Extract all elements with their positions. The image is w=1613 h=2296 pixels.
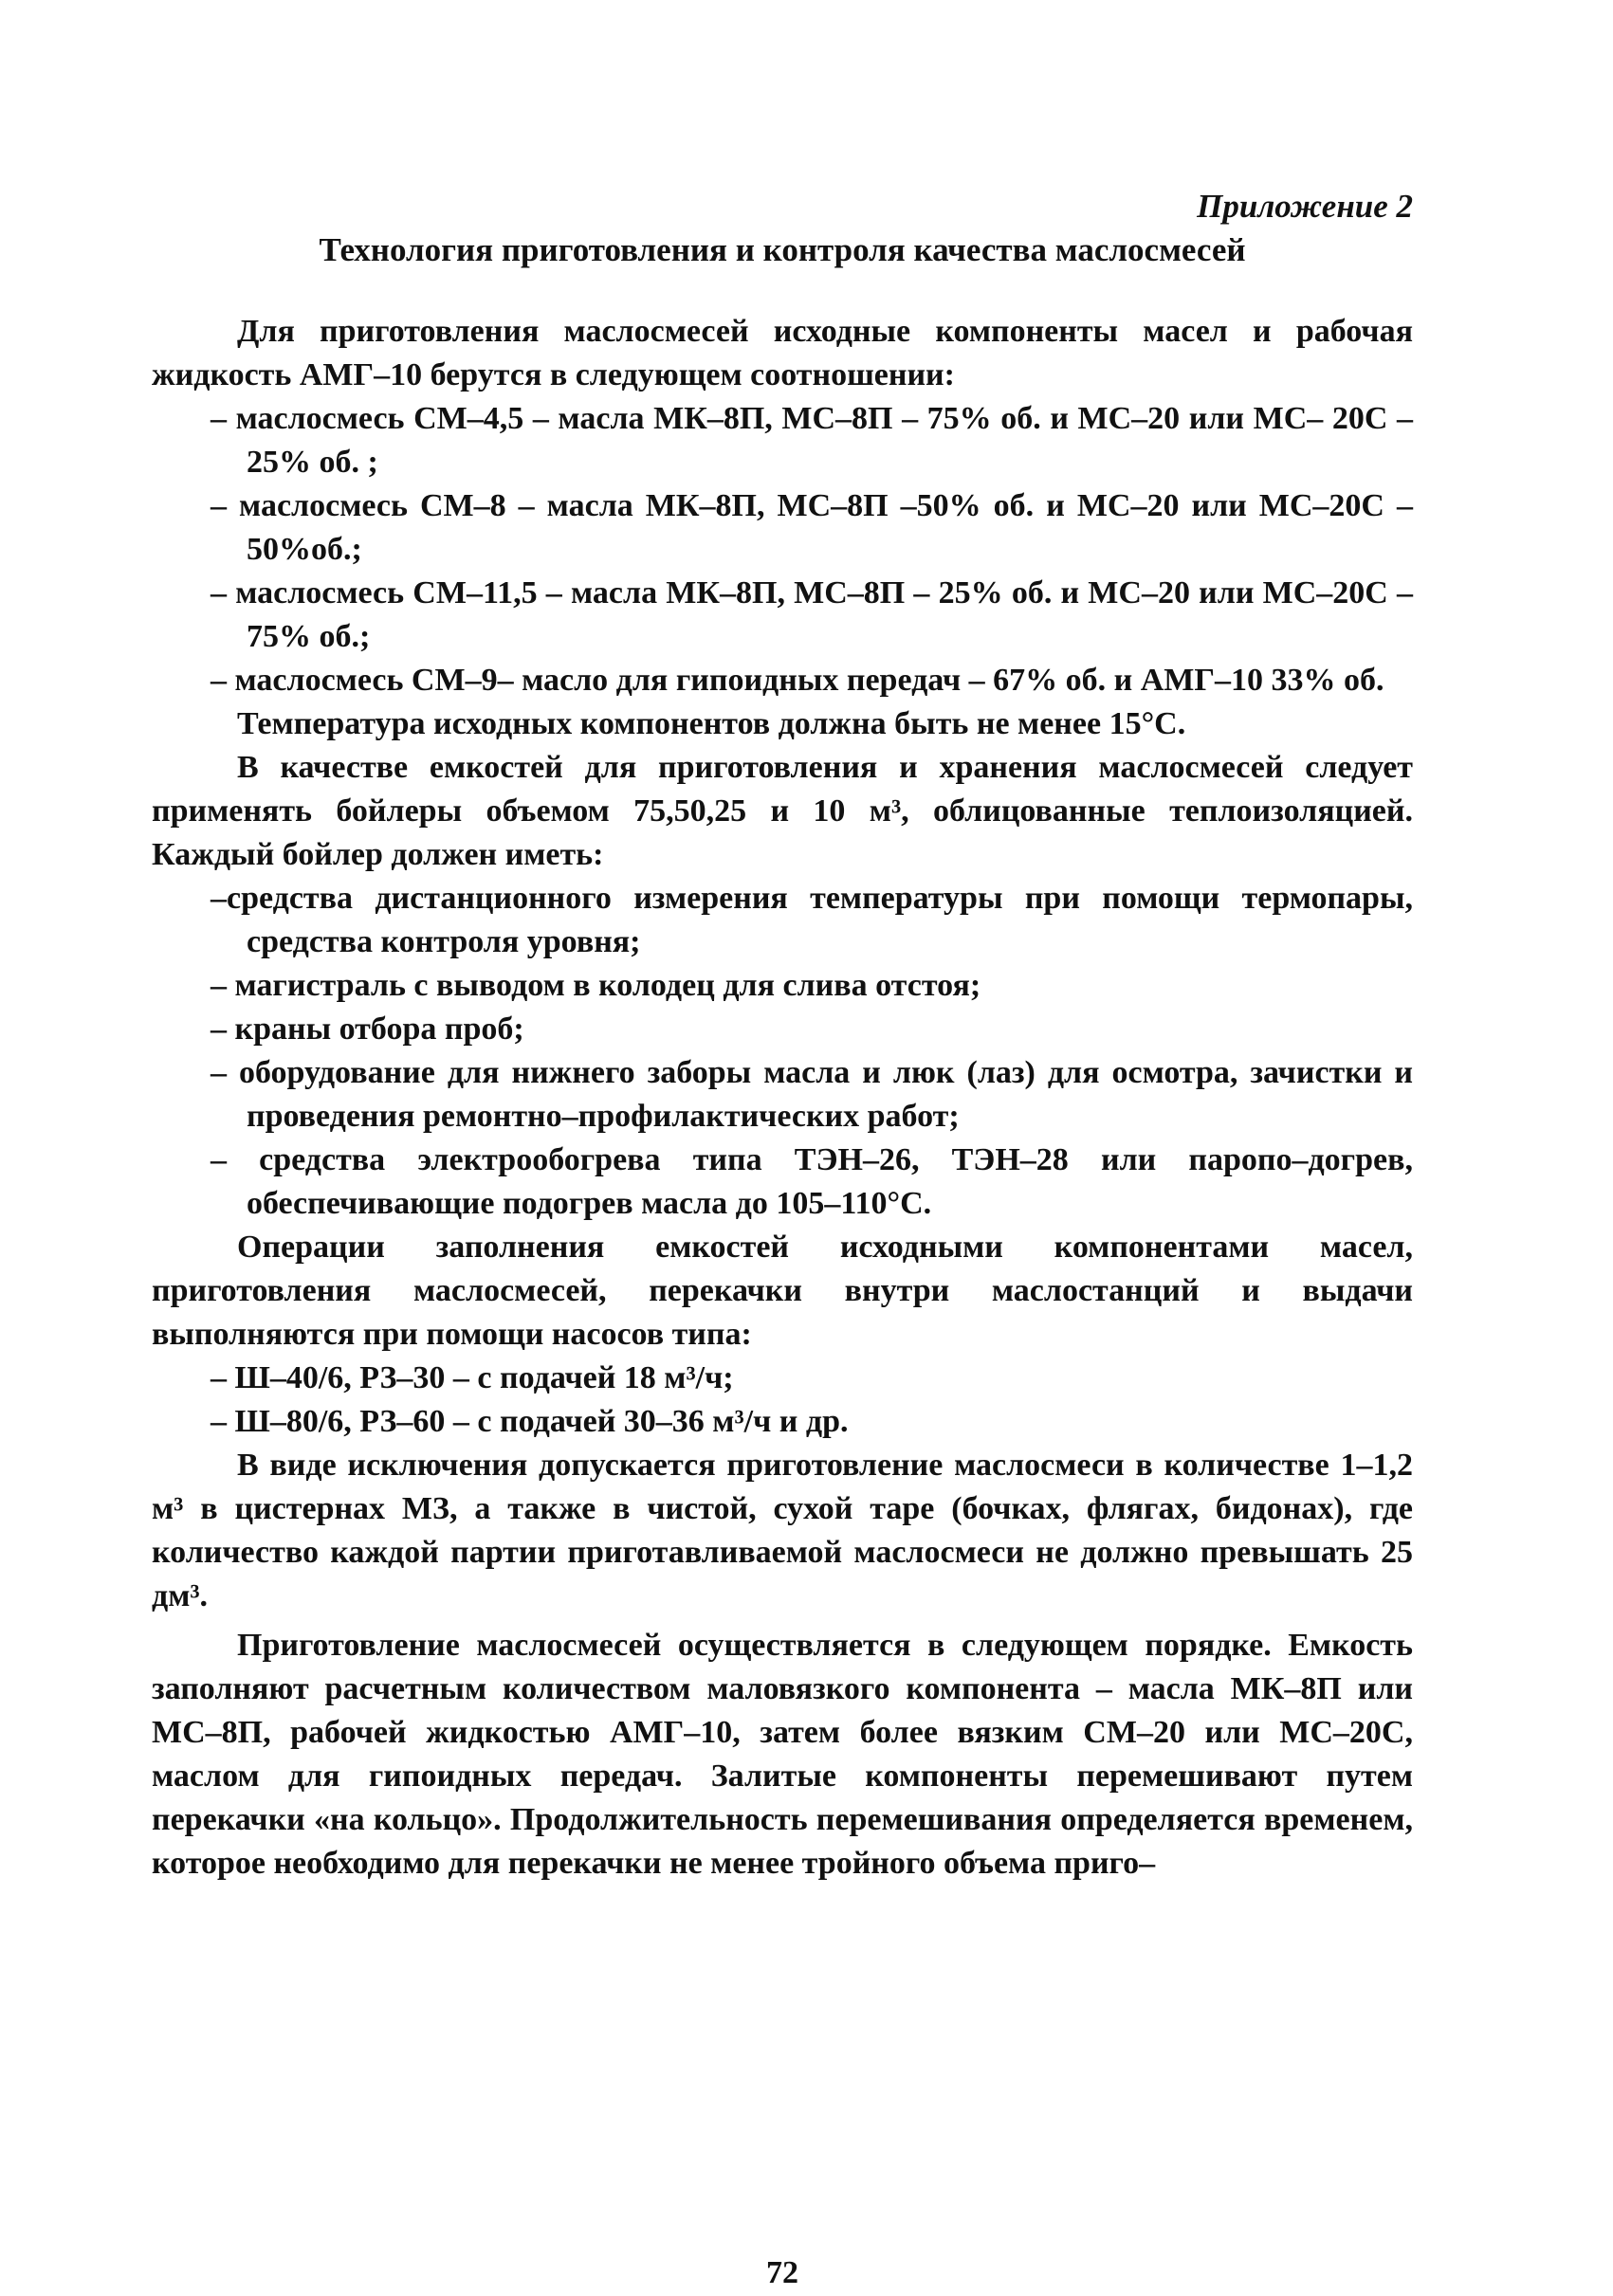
document-page <box>152 185 1413 2290</box>
list-item: – Ш–80/6, РЗ–60 – с подачей 30–36 м³/ч и др. <box>211 1404 849 1439</box>
list-item: – маслосмесь СМ–11,5 – масла МК–8П, МС–8П – 25% об. и МС–20 или МС–20С – 75% об.; <box>211 575 1413 654</box>
exception-paragraph: В виде исключения допускается приготовление маслосмеси в количестве 1–1,2 м³ в цистернах МЗ, а также в чистой, сухой таре (бочках, флягах, бидонах), где количество каждой партии приготавливаемой маслосмеси не должно превышать 25 дм³. <box>152 1448 1413 1613</box>
list-item: – Ш–40/6, РЗ–30 – с подачей 18 м³/ч; <box>211 1360 734 1395</box>
list-item: – средства электрообогрева типа ТЭН–26, ТЭН–28 или паропо–догрев, обеспечивающие подогрев масла до 105–110°С. <box>211 1142 1413 1221</box>
intro-paragraph: Для приготовления маслосмесей исходные компоненты масел и рабочая жидкость АМГ–10 берутся в следующем соотношении: <box>152 314 1413 392</box>
temperature-paragraph: Температура исходных компонентов должна быть не менее 15°С. <box>237 706 1186 741</box>
list-item: – краны отбора проб; <box>211 1011 524 1047</box>
list-item: –средства дистанционного измерения температуры при помощи термопары, средства контроля уровня; <box>211 881 1413 959</box>
ratio-list <box>152 397 1413 702</box>
list-item: – оборудование для нижнего заборы масла и люк (лаз) для осмотра, зачистки и проведения ремонтно–профилактических работ; <box>211 1055 1413 1134</box>
appendix-label: Приложение 2 <box>1197 188 1413 225</box>
list-item: – маслосмесь СМ–9– масло для гипоидных передач – 67% об. и АМГ–10 33% об. <box>211 663 1384 698</box>
document-title: Технология приготовления и контроля качества маслосмесей <box>319 231 1246 268</box>
list-item: – магистраль с выводом в колодец для слива отстоя; <box>211 968 981 1003</box>
boiler-requirements-list <box>152 877 1413 1226</box>
list-item: – маслосмесь СМ–8 – масла МК–8П, МС–8П –50% об. и МС–20 или МС–20С – 50%об.; <box>211 488 1413 567</box>
page-number: 72 <box>766 2255 798 2290</box>
operations-paragraph: Операции заполнения емкостей исходными компонентами масел, приготовления маслосмесей, перекачки внутри маслостанций и выдачи выполняются при помощи насосов типа: <box>152 1230 1413 1352</box>
procedure-paragraph: Приготовление маслосмесей осуществляется в следующем порядке. Емкость заполняют расчетным количеством маловязкого компонента – масла МК–8П или МС–8П, рабочей жидкостью АМГ–10, затем более вязким СМ–20 или МС–20С, маслом для гипоидных передач. Залитые компоненты перемешивают путем перекачки «на кольцо». Продолжительность перемешивания определяется временем, которое необходимо для перекачки не менее тройного объема приго– <box>152 1628 1413 1881</box>
pump-list <box>152 1357 1413 1444</box>
list-item: – маслосмесь СМ–4,5 – масла МК–8П, МС–8П – 75% об. и МС–20 или МС– 20С – 25% об. ; <box>211 401 1413 480</box>
tanks-paragraph: В качестве емкостей для приготовления и хранения маслосмесей следует применять бойлеры объемом 75,50,25 и 10 м³, облицованные теплоизоляцией. Каждый бойлер должен иметь: <box>152 750 1413 872</box>
